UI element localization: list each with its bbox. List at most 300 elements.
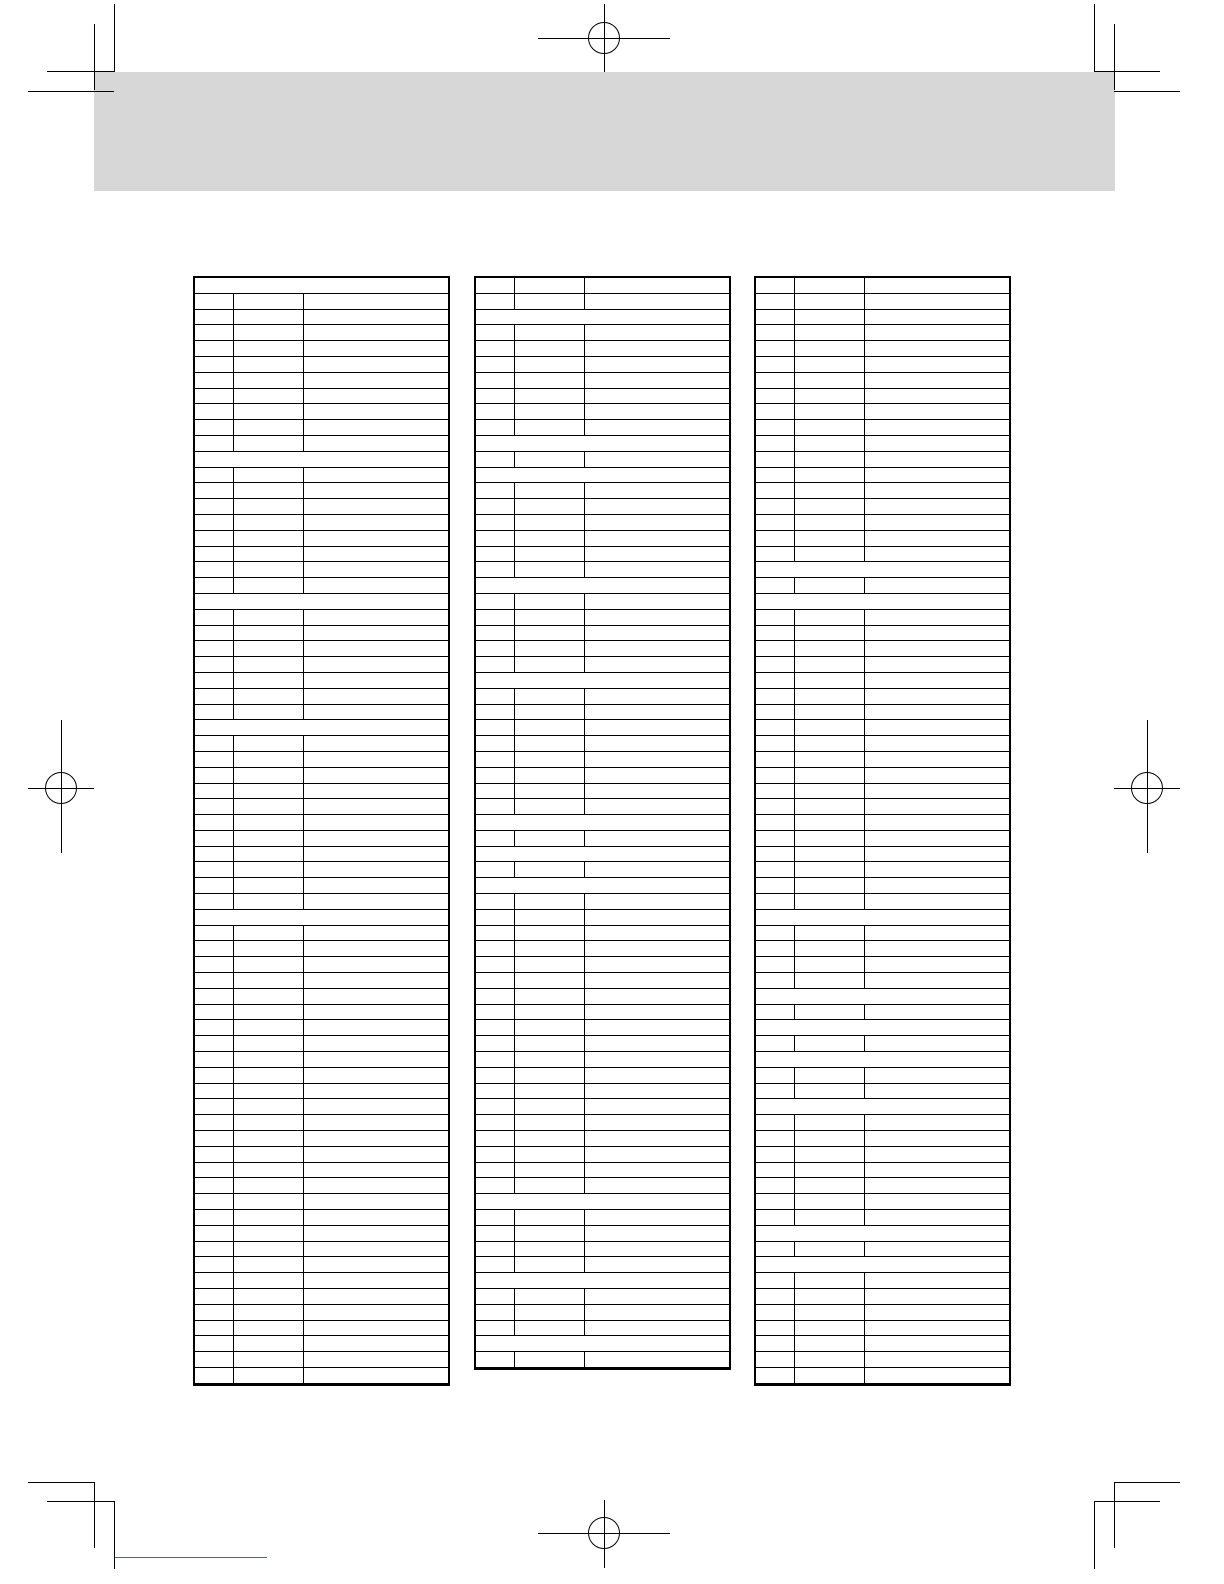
table-cell [795, 1178, 865, 1193]
table-cell [304, 310, 448, 325]
table-row [476, 1131, 729, 1147]
table-row [476, 641, 729, 657]
table-cell [195, 1163, 234, 1178]
table-cell [476, 657, 515, 672]
table-cell [515, 689, 585, 704]
table-row [756, 673, 1009, 689]
table-cell [585, 1163, 729, 1178]
table-row [756, 657, 1009, 673]
table-cell [865, 610, 1009, 625]
table-cell [195, 1352, 234, 1367]
table-cell [234, 1226, 304, 1241]
table-row [195, 341, 448, 357]
table-cell [304, 752, 448, 767]
table-row [756, 799, 1009, 815]
table-cell [476, 1084, 515, 1099]
table-cell [865, 784, 1009, 799]
table-cell [515, 957, 585, 972]
table-cell [515, 1115, 585, 1130]
table-row [476, 862, 729, 878]
group-cell [476, 578, 729, 593]
table-cell [476, 894, 515, 909]
table-cell [865, 705, 1009, 720]
table-cell [234, 1020, 304, 1035]
table-cell [756, 278, 795, 293]
table-row [756, 389, 1009, 405]
table-cell [515, 594, 585, 609]
table-row [476, 1163, 729, 1179]
table-row [195, 894, 448, 910]
table-cell [585, 1289, 729, 1304]
table-row [195, 1305, 448, 1321]
table-row [195, 689, 448, 705]
table-cell [795, 831, 865, 846]
table-group-row [476, 815, 729, 831]
group-cell [756, 1257, 1009, 1272]
table-cell [234, 1178, 304, 1193]
table-cell [515, 325, 585, 340]
table-cell [476, 752, 515, 767]
table-cell [795, 1289, 865, 1304]
table-cell [585, 594, 729, 609]
table-cell [304, 894, 448, 909]
table-cell [304, 1242, 448, 1257]
table-cell [195, 420, 234, 435]
table-cell [865, 736, 1009, 751]
table-cell [304, 1036, 448, 1051]
table-group-row [756, 562, 1009, 578]
table-cell [756, 1210, 795, 1225]
table-cell [865, 1036, 1009, 1051]
table-row [476, 705, 729, 721]
table-row [756, 499, 1009, 515]
table-cell [476, 1131, 515, 1146]
table-row [195, 357, 448, 373]
table-row [756, 862, 1009, 878]
table-cell [865, 294, 1009, 309]
table-group-row [476, 1336, 729, 1352]
table-row [195, 752, 448, 768]
table-cell [756, 547, 795, 562]
table-cell [476, 483, 515, 498]
table-cell [304, 341, 448, 356]
table-cell [515, 1147, 585, 1162]
table-cell [476, 1020, 515, 1035]
table-cell [304, 878, 448, 893]
group-cell [476, 468, 729, 483]
table-cell [515, 768, 585, 783]
table-row [756, 1036, 1009, 1052]
table-cell [234, 641, 304, 656]
table-row [476, 499, 729, 515]
table-cell [195, 973, 234, 988]
table-cell [585, 1005, 729, 1020]
table-cell [195, 989, 234, 1004]
table-cell [234, 1368, 304, 1383]
table-cell [234, 705, 304, 720]
table-cell [756, 1194, 795, 1209]
table-cell [195, 1178, 234, 1193]
table-cell [476, 562, 515, 577]
table-row [476, 325, 729, 341]
bottom-link-underline [115, 1557, 267, 1558]
table-cell [195, 878, 234, 893]
table-cell [756, 404, 795, 419]
table-cell [234, 1273, 304, 1288]
table-cell [585, 1099, 729, 1114]
table-cell [304, 736, 448, 751]
table-row [195, 673, 448, 689]
table-cell [756, 1352, 795, 1367]
table-cell [515, 1163, 585, 1178]
table-cell [234, 878, 304, 893]
group-cell [476, 815, 729, 830]
table-row [195, 499, 448, 515]
table-cell [585, 641, 729, 656]
table-cell [234, 736, 304, 751]
table-cell [304, 483, 448, 498]
table-cell [585, 1131, 729, 1146]
table-cell [304, 515, 448, 530]
table-cell [476, 626, 515, 641]
table-cell [476, 736, 515, 751]
table-cell [865, 357, 1009, 372]
table-cell [756, 878, 795, 893]
group-cell [195, 720, 448, 735]
table-cell [865, 547, 1009, 562]
table-row [756, 752, 1009, 768]
table-cell [865, 389, 1009, 404]
table-cell [304, 1084, 448, 1099]
table-row [476, 404, 729, 420]
table-row [195, 705, 448, 721]
table-row [756, 310, 1009, 326]
table-row [195, 1368, 448, 1384]
table-cell [585, 1052, 729, 1067]
table-row [476, 278, 729, 294]
group-cell [756, 1020, 1009, 1035]
table-row [756, 468, 1009, 484]
table-cell [865, 799, 1009, 814]
table-group-row [756, 1052, 1009, 1068]
table-cell [585, 515, 729, 530]
table-cell [234, 1289, 304, 1304]
table-row [195, 957, 448, 973]
table-cell [304, 784, 448, 799]
table-cell [795, 720, 865, 735]
table-row [195, 1068, 448, 1084]
table-cell [234, 404, 304, 419]
table-row [195, 815, 448, 831]
table-cell [304, 294, 448, 309]
table-cell [304, 1131, 448, 1146]
table-cell [865, 1084, 1009, 1099]
table-cell [865, 831, 1009, 846]
table-cell [195, 1242, 234, 1257]
table-row [476, 594, 729, 610]
table-cell [795, 278, 865, 293]
table-cell [756, 957, 795, 972]
table-cell [234, 1163, 304, 1178]
table-cell [234, 310, 304, 325]
table-cell [195, 404, 234, 419]
table-cell [304, 1210, 448, 1225]
table-cell [234, 531, 304, 546]
group-cell [476, 878, 729, 893]
table-cell [476, 1305, 515, 1320]
table-row [476, 515, 729, 531]
table-row [476, 373, 729, 389]
table-cell [756, 941, 795, 956]
table-cell [795, 294, 865, 309]
table-cell [195, 1257, 234, 1272]
table-cell [515, 941, 585, 956]
table-cell [515, 278, 585, 293]
table-cell [476, 1099, 515, 1114]
table-cell [756, 1273, 795, 1288]
table-row [195, 1289, 448, 1305]
table-row [756, 357, 1009, 373]
table-cell [865, 578, 1009, 593]
table-row [476, 452, 729, 468]
table-cell [865, 1368, 1009, 1383]
table-row [476, 736, 729, 752]
table-cell [304, 1194, 448, 1209]
table-row [756, 736, 1009, 752]
table-cell [795, 941, 865, 956]
table-row [756, 1084, 1009, 1100]
table-cell [865, 483, 1009, 498]
table-cell [585, 389, 729, 404]
table-row [195, 404, 448, 420]
table-cell [756, 720, 795, 735]
table-cell [756, 1305, 795, 1320]
table-cell [195, 1020, 234, 1035]
table-cell [515, 547, 585, 562]
table-row [756, 720, 1009, 736]
table-cell [476, 768, 515, 783]
table-cell [234, 294, 304, 309]
table-cell [234, 357, 304, 372]
table-cell [476, 531, 515, 546]
table-cell [234, 1084, 304, 1099]
table-cell [234, 468, 304, 483]
table-cell [234, 894, 304, 909]
group-cell [756, 989, 1009, 1004]
table-cell [795, 1194, 865, 1209]
table-row [195, 831, 448, 847]
table-cell [234, 657, 304, 672]
table-cell [795, 515, 865, 530]
table-cell [795, 1005, 865, 1020]
table-cell [865, 973, 1009, 988]
table-cell [865, 862, 1009, 877]
table-row [756, 689, 1009, 705]
table-cell [585, 278, 729, 293]
table-cell [476, 989, 515, 1004]
table-cell [476, 1005, 515, 1020]
table-cell [304, 1115, 448, 1130]
table-cell [795, 341, 865, 356]
table-cell [515, 705, 585, 720]
table-row [195, 784, 448, 800]
table-row [195, 641, 448, 657]
table-cell [515, 610, 585, 625]
table-cell [756, 926, 795, 941]
table-row [476, 957, 729, 973]
table-cell [476, 1210, 515, 1225]
table-row [756, 531, 1009, 547]
group-cell [476, 1194, 729, 1209]
table-cell [515, 420, 585, 435]
table-cell [795, 847, 865, 862]
table-cell [585, 452, 729, 467]
table-cell [515, 1305, 585, 1320]
table-cell [795, 926, 865, 941]
table-group-row [756, 1257, 1009, 1273]
table-row [476, 752, 729, 768]
table-cell [515, 1036, 585, 1051]
table-row [756, 957, 1009, 973]
table-row [476, 1147, 729, 1163]
table-cell [795, 1336, 865, 1351]
table-cell [515, 1352, 585, 1367]
table-row [756, 373, 1009, 389]
table-cell [585, 294, 729, 309]
table-cell [476, 1163, 515, 1178]
table-cell [515, 404, 585, 419]
table-cell [756, 610, 795, 625]
table-group-row [476, 1194, 729, 1210]
table-row [756, 436, 1009, 452]
table-cell [515, 1131, 585, 1146]
table-cell [195, 1052, 234, 1067]
table-cell [865, 926, 1009, 941]
table-cell [515, 799, 585, 814]
table-group-row [476, 878, 729, 894]
table-cell [476, 357, 515, 372]
table-cell [585, 720, 729, 735]
table-cell [234, 1257, 304, 1272]
table-row [756, 941, 1009, 957]
table-cell [795, 973, 865, 988]
table-row [476, 1305, 729, 1321]
table-cell [234, 1194, 304, 1209]
table-row [476, 1052, 729, 1068]
table-cell [585, 1036, 729, 1051]
table-cell [795, 325, 865, 340]
table-cell [865, 420, 1009, 435]
table-row [195, 1036, 448, 1052]
table-cell [756, 1068, 795, 1083]
table-cell [865, 1242, 1009, 1257]
table-cell [476, 515, 515, 530]
group-cell [476, 310, 729, 325]
table-cell [756, 831, 795, 846]
table-row [195, 973, 448, 989]
table-row [476, 1289, 729, 1305]
table-cell [195, 1210, 234, 1225]
table-cell [756, 1321, 795, 1336]
table-cell [476, 1352, 515, 1367]
table-row [195, 1336, 448, 1352]
table-cell [585, 1084, 729, 1099]
table-cell [515, 1005, 585, 1020]
table-cell [795, 610, 865, 625]
table-cell [585, 1210, 729, 1225]
table-cell [795, 1242, 865, 1257]
table-cell [476, 641, 515, 656]
table-row [756, 1115, 1009, 1131]
table-cell [304, 1178, 448, 1193]
table-cell [865, 1289, 1009, 1304]
table-group-row [756, 1099, 1009, 1115]
table-cell [515, 1178, 585, 1193]
table-row [195, 468, 448, 484]
table-group-row [476, 1273, 729, 1289]
table-row [476, 420, 729, 436]
table-cell [195, 626, 234, 641]
table-cell [515, 1099, 585, 1114]
table-cell [304, 436, 448, 451]
table-cell [585, 784, 729, 799]
table-cell [515, 1020, 585, 1035]
table-cell [515, 389, 585, 404]
table-cell [515, 499, 585, 514]
table-cell [234, 1115, 304, 1130]
table-cell [304, 1020, 448, 1035]
table-cell [195, 705, 234, 720]
table-cell [515, 294, 585, 309]
table-cell [585, 1352, 729, 1367]
table-row [195, 562, 448, 578]
table-cell [195, 341, 234, 356]
table-cell [476, 1242, 515, 1257]
table-cell [795, 531, 865, 546]
table-cell [756, 1036, 795, 1051]
table-cell [795, 736, 865, 751]
table-cell [865, 1194, 1009, 1209]
group-cell [195, 594, 448, 609]
table-cell [585, 894, 729, 909]
table-cell [195, 436, 234, 451]
table-cell [585, 862, 729, 877]
table-cell [795, 404, 865, 419]
table-cell [865, 452, 1009, 467]
table-row [476, 989, 729, 1005]
table-cell [865, 1131, 1009, 1146]
table-cell [585, 547, 729, 562]
table-cell [795, 483, 865, 498]
table-cell [234, 1036, 304, 1051]
table-row [195, 436, 448, 452]
table-row [756, 1368, 1009, 1384]
table-cell [476, 499, 515, 514]
table-row [195, 736, 448, 752]
table-cell [795, 373, 865, 388]
table-row [756, 1131, 1009, 1147]
table-cell [585, 1257, 729, 1272]
table-row [195, 1273, 448, 1289]
table-cell [195, 294, 234, 309]
table-cell [234, 941, 304, 956]
table-cell [756, 515, 795, 530]
table-cell [585, 1305, 729, 1320]
table-group-row [756, 1020, 1009, 1036]
table-cell [304, 1257, 448, 1272]
table-cell [304, 1052, 448, 1067]
table-cell [304, 1336, 448, 1351]
